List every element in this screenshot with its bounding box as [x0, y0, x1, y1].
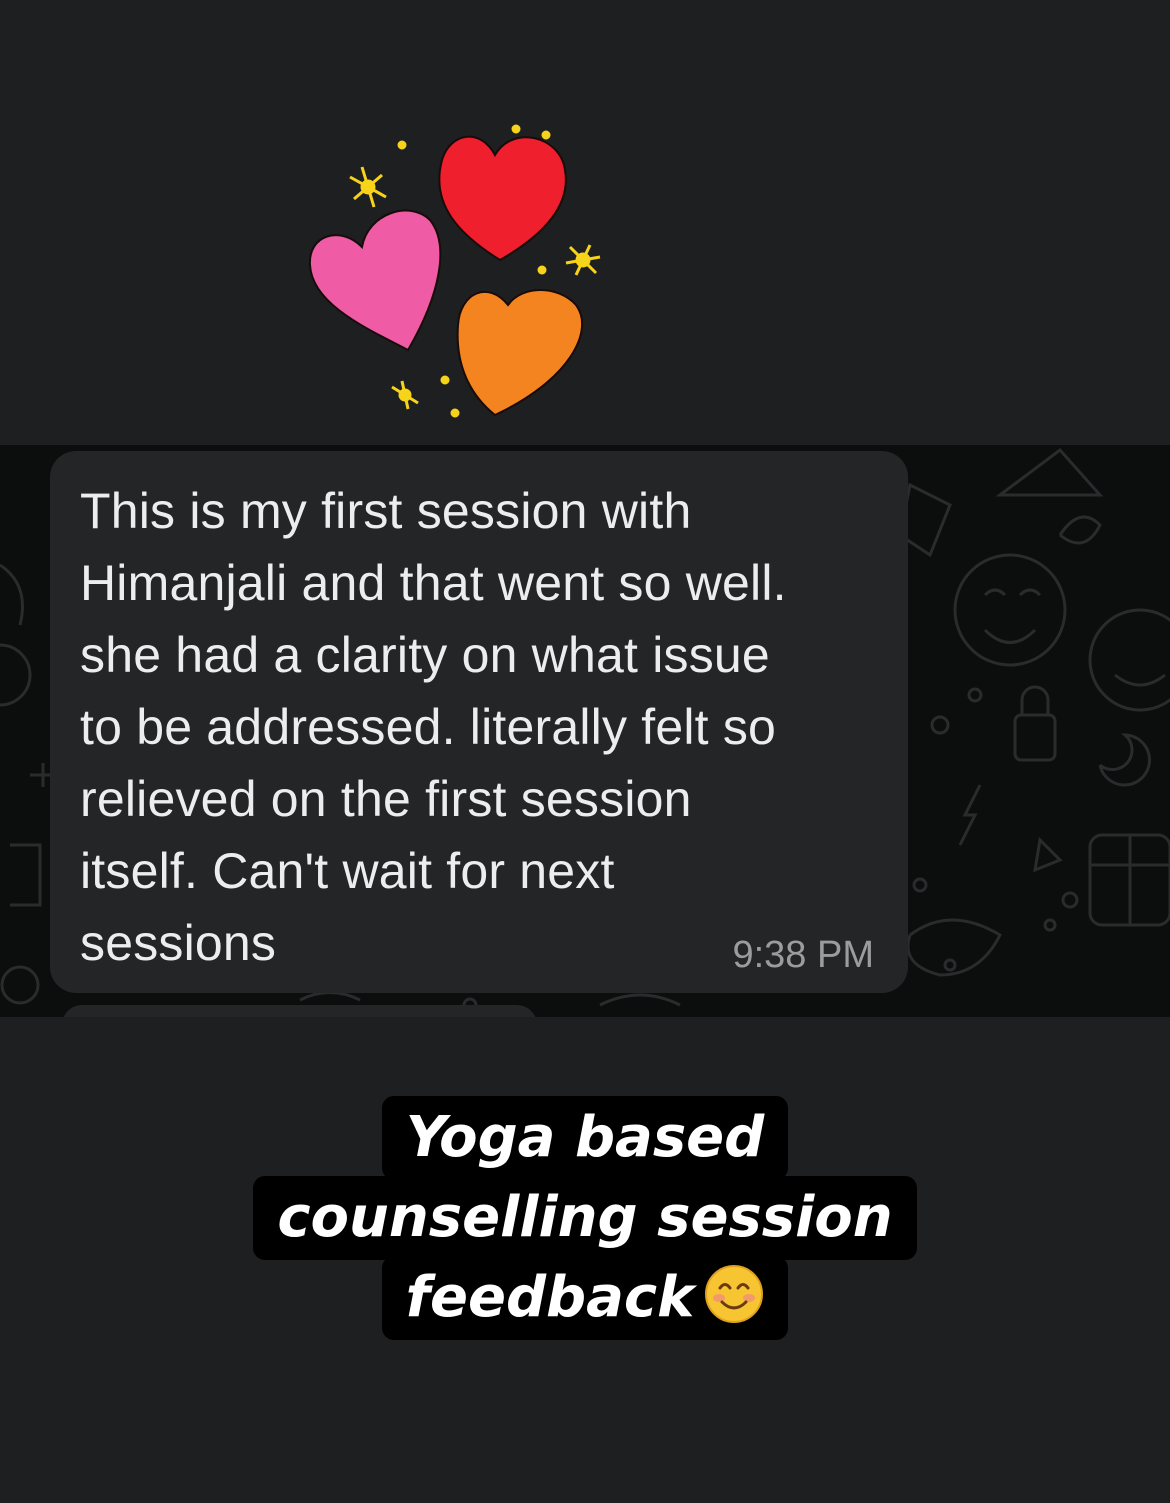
next-message-bubble-edge: [62, 1005, 537, 1017]
orange-heart-icon: [458, 290, 582, 415]
chat-screenshot: [0, 445, 1170, 1017]
caption-line-1: Yoga based: [382, 1096, 788, 1180]
pink-heart-icon: [310, 211, 440, 350]
message-text: This is my first session with Himanjali and that went so well. she had a clarity on what issue to be addressed. literally felt so relieved on the first session itself. Can't wait for next sessions: [80, 483, 787, 971]
red-heart-icon: [439, 137, 566, 260]
caption-line-3: feedback: [405, 1265, 695, 1330]
caption-line-2: counselling session: [253, 1176, 916, 1260]
three-hearts-sparkles-icon: [290, 115, 610, 435]
smiling-face-icon: [704, 1264, 764, 1324]
incoming-message-bubble[interactable]: [50, 451, 908, 993]
message-timestamp: 9:38 PM: [732, 934, 874, 976]
caption-line-3-box: [382, 1256, 789, 1340]
story-caption: [0, 1098, 1170, 1338]
